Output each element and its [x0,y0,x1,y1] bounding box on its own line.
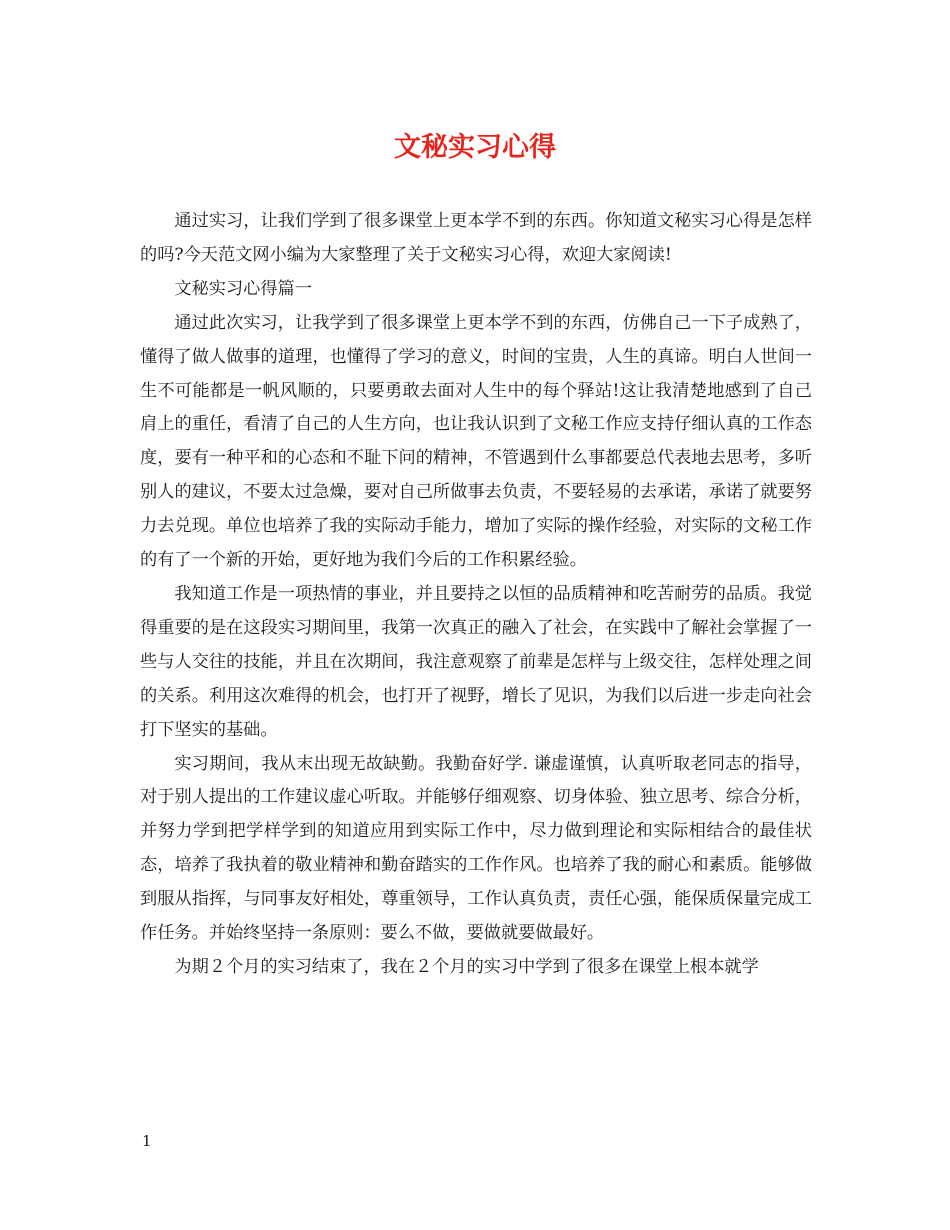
intro-paragraph: 通过实习，让我们学到了很多课堂上更本学不到的东西。你知道文秘实习心得是怎样的吗?今天范文网小编为大家整理了关于文秘实习心得，欢迎大家阅读! [140,211,812,265]
body-paragraph: 为期２个月的实习结束了，我在２个月的实习中学到了很多在课堂上根本就学 [174,956,759,977]
section-heading: 文秘实习心得篇一 [174,278,312,299]
document-title: 文秘实习心得 [394,132,556,163]
body-paragraph: 通过此次实习，让我学到了很多课堂上更本学不到的东西，仿佛自己一下子成熟了，懂得了做人做事的道理，也懂得了学习的意义，时间的宝贵，人生的真谛。明白人世间一生不可能都是一帆风顺的，只要勇敢去面对人生中的每个驿站!这让我清楚地感到了自己肩上的重任，看清了自己的人生方向，也让我认识到了文秘工作应支持仔细认真的工作态度，要有一种平和的心态和不耻下问的精神，不管遇到什么事都要总代表地去思考，多听别人的建议，不要太过急燥，要对自己所做事去负责，不要轻易的去承诺，承诺了就要努力去兑现。单位也培养了我的实际动手能力，增加了实际的操作经验，对实际的文秘工作的有了一个新的开始，更好地为我们今后的工作积累经验。 [140,312,812,571]
body-paragraph: 我知道工作是一项热情的事业，并且要持之以恒的品质精神和吃苦耐劳的品质。我觉得重要的是在这段实习期间里，我第一次真正的融入了社会，在实践中了解社会掌握了一些与人交往的技能，并且在次期间，我注意观察了前辈是怎样与上级交往，怎样处理之间的关系。利用这次难得的机会，也打开了视野，增长了见识，为我们以后进一步走向社会打下坚实的基础。 [140,583,812,740]
document-body [140,205,812,985]
page-number: 1 [142,1132,152,1150]
body-paragraph: 实习期间，我从末出现无故缺勤。我勤奋好学. 谦虚谨慎，认真听取老同志的指导，对于别人提出的工作建议虚心听取。并能够仔细观察、切身体验、独立思考、综合分析，并努力学到把学样学到的知道应用到实际工作中，尽力做到理论和实际相结合的最佳状态，培养了我执着的敬业精神和勤奋踏实的工作作风。也培养了我的耐心和素质。能够做到服从指挥，与同事友好相处，尊重领导，工作认真负责，责任心强，能保质保量完成工作任务。并始终坚持一条原则：要么不做，要做就要做最好。 [140,753,812,944]
